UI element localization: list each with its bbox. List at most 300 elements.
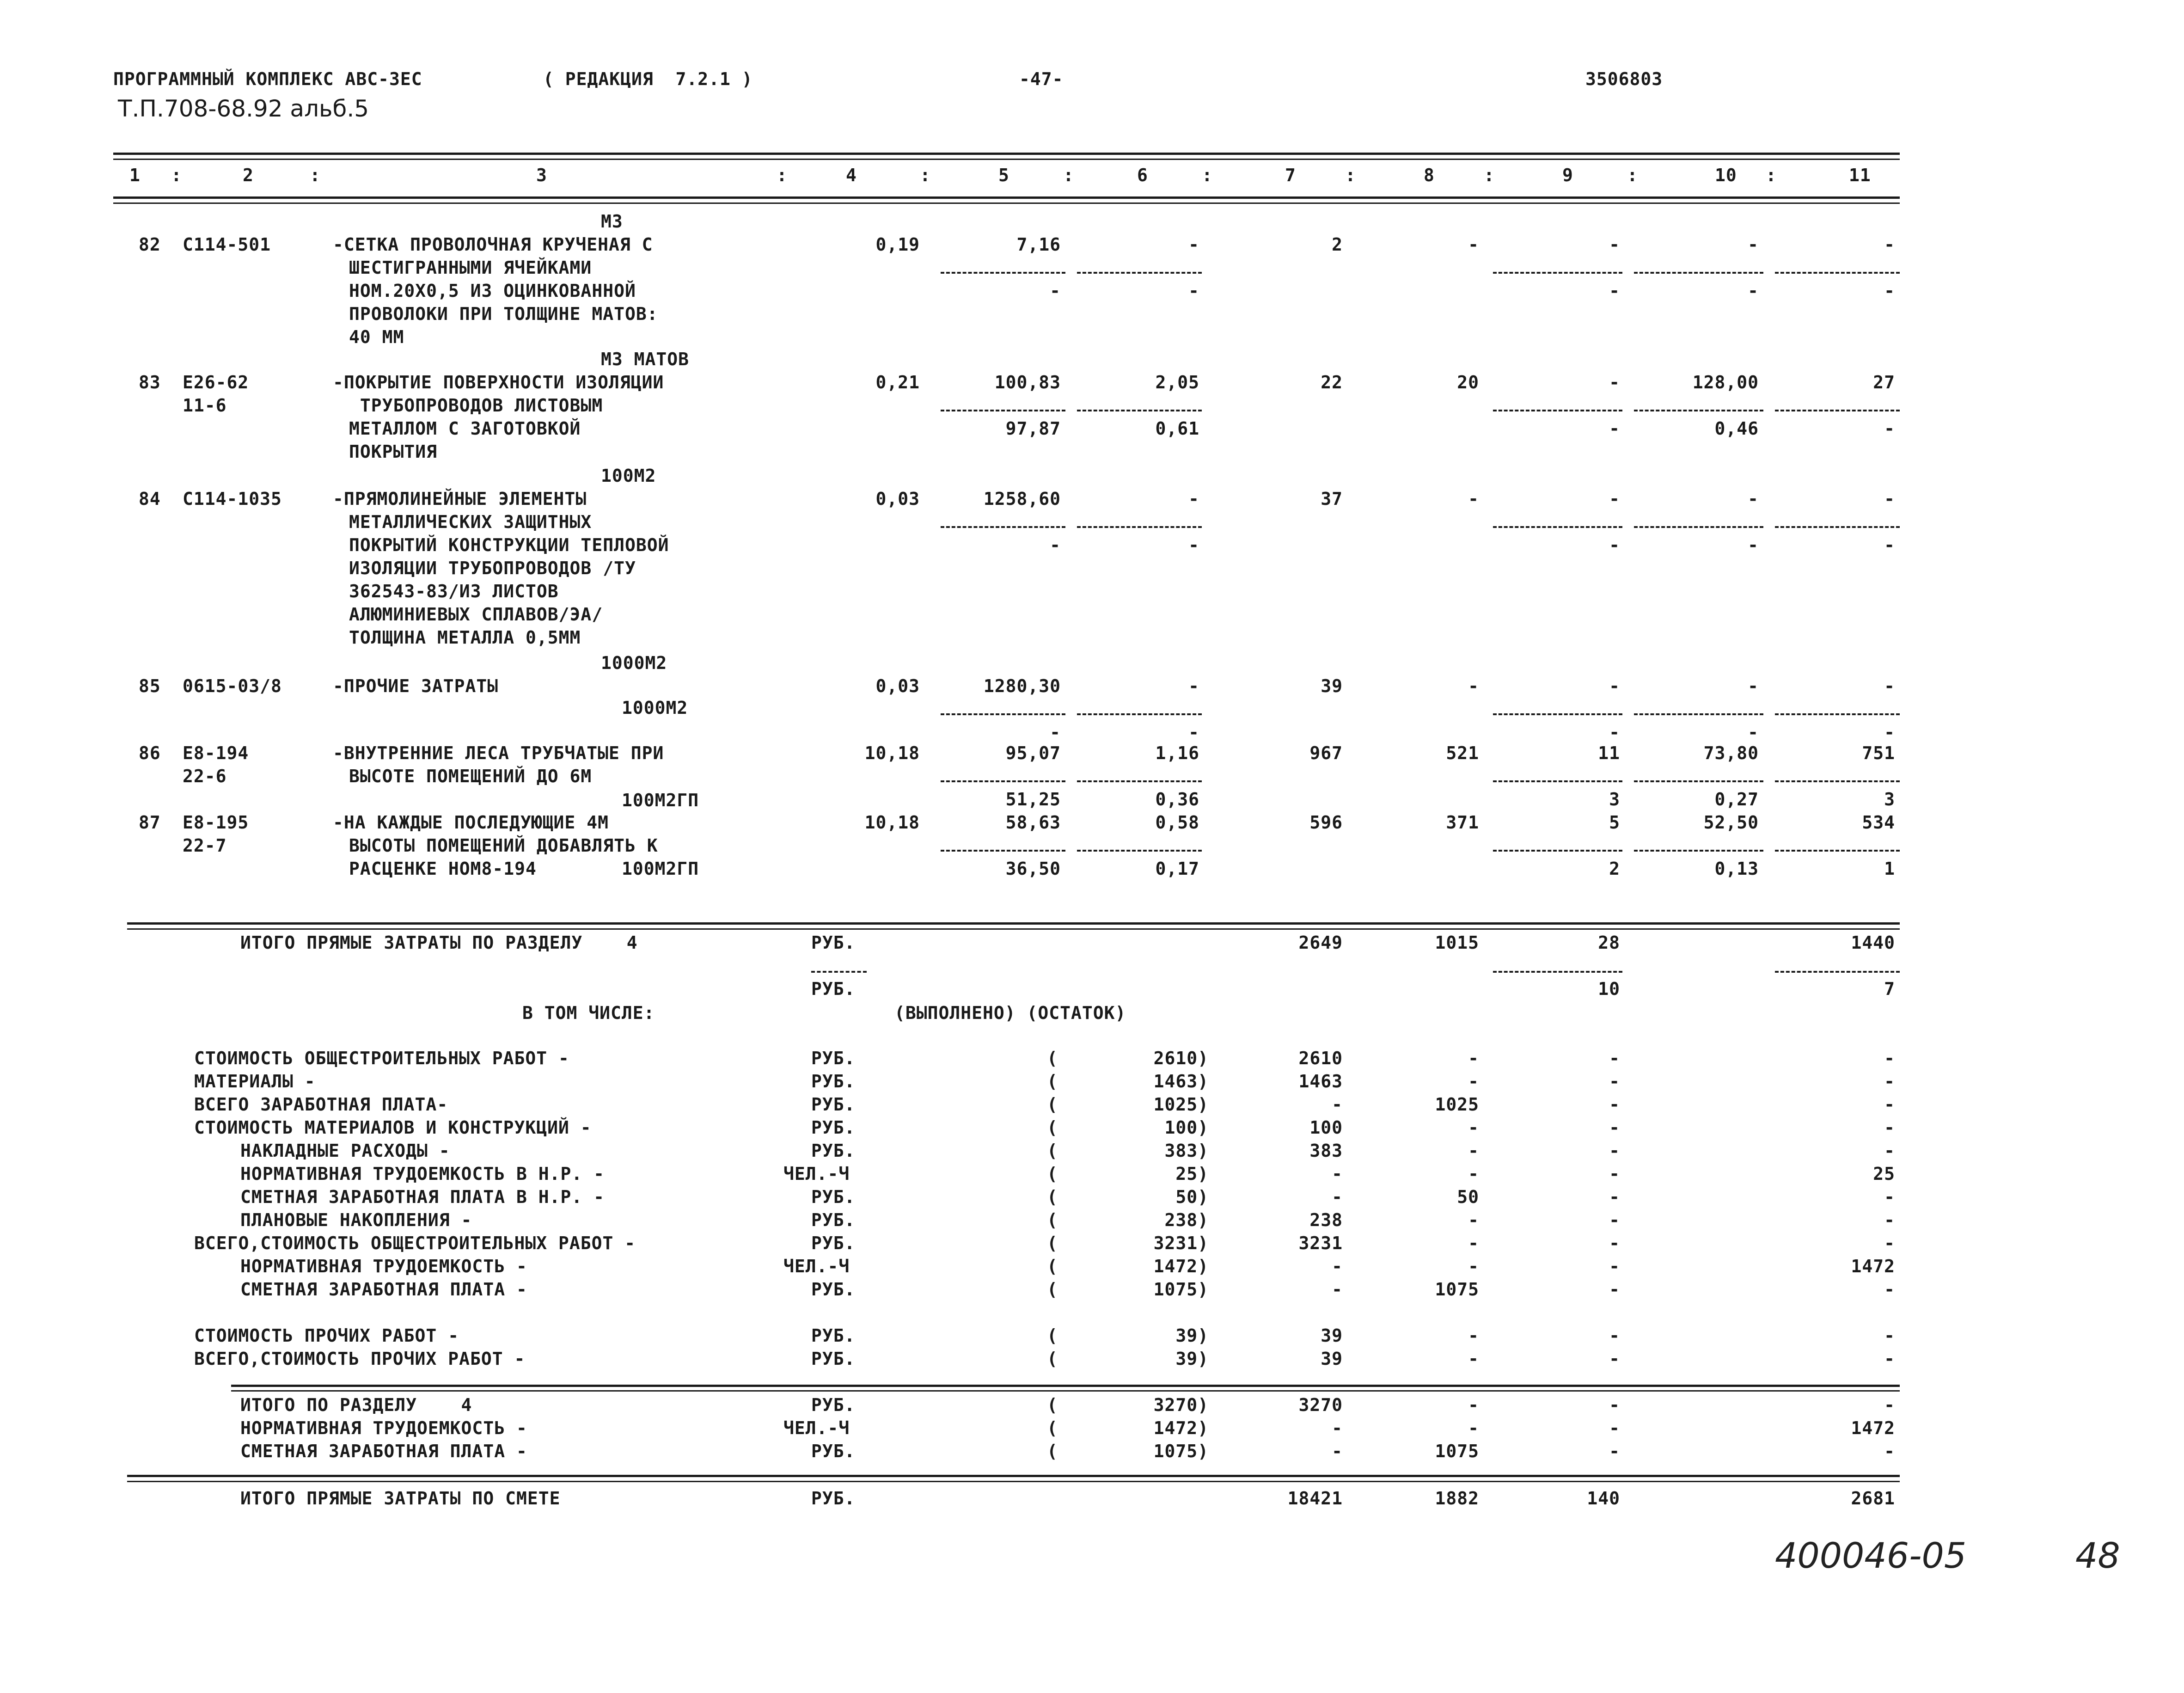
item-description-line: ИЗОЛЯЦИИ ТРУБОПРОВОДОВ /ТУ [349, 558, 636, 578]
fraction-rule [1634, 850, 1763, 852]
machine-wages: - [1188, 535, 1199, 555]
summary-label: СМЕТНАЯ ЗАРАБОТНАЯ ПЛАТА - [240, 1279, 527, 1300]
summary-open-paren: ( [1047, 1418, 1058, 1438]
item-description-line: ШЕСТИГРАННЫМИ ЯЧЕЙКАМИ [349, 258, 592, 278]
labor-per-unit-machine: 0,13 [1714, 859, 1759, 879]
summary-labor: - [1884, 1233, 1895, 1253]
doc-number: 3506803 [1585, 69, 1663, 89]
edition-label: ( РЕДАКЦИЯ 7.2.1 ) [543, 69, 753, 89]
rule-top [113, 153, 1900, 155]
column-header-6: 6 [1137, 165, 1148, 185]
fraction-rule [941, 713, 1065, 715]
summary-total-cost: 39 [1321, 1325, 1343, 1346]
fraction-rule [1775, 526, 1900, 528]
machine-cost: - [1188, 234, 1199, 255]
fraction-rule [1493, 780, 1622, 782]
column-header-8: 8 [1424, 165, 1435, 185]
item-unit: 100М2ГП [622, 859, 699, 879]
fraction-rule [1775, 850, 1900, 852]
total-cost: 37 [1321, 489, 1343, 509]
unit-cost-wages: 36,50 [1005, 859, 1061, 879]
section-total-labor-machine: 7 [1884, 979, 1895, 999]
summary-label: МАТЕРИАЛЫ - [194, 1071, 316, 1092]
fraction-rule [1077, 410, 1202, 411]
fraction-rule [1775, 971, 1900, 973]
summary-open-paren: ( [1047, 1349, 1058, 1369]
machine-wages: 0,61 [1155, 418, 1199, 439]
summary-wages: 1075 [1435, 1279, 1479, 1300]
fraction-rule [1493, 971, 1622, 973]
item-unit: 1000М2 [601, 653, 667, 673]
section-total-labor: 1440 [1851, 932, 1895, 953]
summary-labor: - [1884, 1117, 1895, 1138]
rule-section-2 [127, 928, 1900, 930]
rule-subtotal [231, 1385, 1900, 1387]
summary-labor: - [1884, 1094, 1895, 1115]
item-description-line: МЕТАЛЛИЧЕСКИХ ЗАЩИТНЫХ [349, 512, 592, 532]
labor-per-unit-machine: - [1748, 722, 1759, 742]
section-total-cost: 2649 [1298, 932, 1343, 953]
including-headers: (ВЫПОЛНЕНО) (ОСТАТОК) [894, 1003, 1126, 1023]
total-cost: 596 [1309, 812, 1343, 833]
summary-value: 50) [1175, 1187, 1209, 1207]
item-description-line: НОМ.20Х0,5 ИЗ ОЦИНКОВАННОЙ [349, 281, 636, 301]
including-label: В ТОМ ЧИСЛЕ: [522, 1003, 655, 1023]
summary-machine: - [1609, 1164, 1620, 1184]
column-separator: : [1345, 165, 1356, 185]
fraction-rule [1493, 713, 1622, 715]
summary-total-cost: 2610 [1298, 1048, 1343, 1068]
column-header-9: 9 [1562, 165, 1573, 185]
total-wages: 371 [1446, 812, 1479, 833]
labor-per-unit: - [1748, 489, 1759, 509]
section-total-unit: РУБ. [811, 932, 856, 953]
summary-unit: РУБ. [811, 1441, 856, 1461]
summary-labor: - [1884, 1395, 1895, 1415]
summary-wages: - [1468, 1117, 1479, 1138]
fraction-rule [941, 850, 1065, 852]
fraction-rule [1077, 526, 1202, 528]
summary-label: ИТОГО ПО РАЗДЕЛУ 4 [240, 1395, 472, 1415]
section-total-unit-2: РУБ. [811, 979, 856, 999]
labor-total: 534 [1862, 812, 1895, 833]
item-number: 85 [139, 676, 161, 696]
labor-per-unit-machine: 0,27 [1714, 789, 1759, 810]
column-header-2: 2 [243, 165, 254, 185]
item-description-line: -ВНУТРЕННИЕ ЛЕСА ТРУБЧАТЫЕ ПРИ [333, 743, 664, 763]
section-total-label: ИТОГО ПРЯМЫЕ ЗАТРАТЫ ПО РАЗДЕЛУ 4 [240, 932, 638, 953]
total-cost: 967 [1309, 743, 1343, 763]
summary-machine: - [1609, 1395, 1620, 1415]
summary-wages: - [1468, 1395, 1479, 1415]
item-description-line: ПОКРЫТИЙ КОНСТРУКЦИИ ТЕПЛОВОЙ [349, 535, 669, 555]
item-description-line: ПОКРЫТИЯ [349, 442, 438, 462]
item-description-line: ТРУБОПРОВОДОВ ЛИСТОВЫМ [349, 395, 603, 416]
summary-labor: - [1884, 1048, 1895, 1068]
summary-value: 1075) [1153, 1279, 1209, 1300]
labor-total-machine: - [1884, 418, 1895, 439]
summary-machine: - [1609, 1071, 1620, 1092]
total-wages: - [1468, 676, 1479, 696]
labor-per-unit: - [1748, 676, 1759, 696]
summary-labor: 1472 [1851, 1256, 1895, 1276]
summary-open-paren: ( [1047, 1210, 1058, 1230]
summary-machine: - [1609, 1279, 1620, 1300]
machine-cost: 1,16 [1155, 743, 1199, 763]
summary-total-cost: - [1332, 1279, 1343, 1300]
item-code: С114-1035 [183, 489, 282, 509]
summary-value: 3270) [1153, 1395, 1209, 1415]
item-description-line: -СЕТКА ПРОВОЛОЧНАЯ КРУЧЕНАЯ С [333, 234, 653, 255]
fraction-rule [1634, 713, 1763, 715]
item-code: 22-7 [183, 835, 227, 856]
summary-open-paren: ( [1047, 1048, 1058, 1068]
grand-total-label: ИТОГО ПРЯМЫЕ ЗАТРАТЫ ПО СМЕТЕ [240, 1488, 561, 1509]
summary-unit: ЧЕЛ.-Ч [783, 1256, 850, 1276]
machine-total: - [1609, 234, 1620, 255]
labor-per-unit-machine: - [1748, 535, 1759, 555]
total-cost: 22 [1321, 372, 1343, 393]
handwritten-code: 400046-05 [1775, 1535, 1967, 1576]
summary-machine: - [1609, 1210, 1620, 1230]
labor-per-unit-machine: - [1748, 281, 1759, 301]
summary-wages: - [1468, 1141, 1479, 1161]
column-separator: : [1202, 165, 1213, 185]
fraction-rule [1493, 410, 1622, 411]
machine-total-wages: - [1609, 418, 1620, 439]
summary-open-paren: ( [1047, 1279, 1058, 1300]
summary-label: НАКЛАДНЫЕ РАСХОДЫ - [240, 1141, 450, 1161]
summary-label: СМЕТНАЯ ЗАРАБОТНАЯ ПЛАТА В Н.Р. - [240, 1187, 605, 1207]
quantity: 10,18 [864, 743, 920, 763]
summary-unit: РУБ. [811, 1233, 856, 1253]
item-code: Е8-195 [183, 812, 249, 833]
labor-total-machine: - [1884, 722, 1895, 742]
column-header-1: 1 [129, 165, 141, 185]
quantity: 0,03 [875, 676, 920, 696]
labor-total-machine: - [1884, 281, 1895, 301]
column-header-5: 5 [998, 165, 1009, 185]
summary-machine: - [1609, 1048, 1620, 1068]
machine-cost: 2,05 [1155, 372, 1199, 393]
summary-total-cost: 383 [1309, 1141, 1343, 1161]
item-description-line: ВЫСОТЕ ПОМЕЩЕНИЙ ДО 6М [349, 766, 592, 786]
grand-total-wages: 1882 [1435, 1488, 1479, 1509]
item-description-line: АЛЮМИНИЕВЫХ СПЛАВОВ/ЭА/ [349, 604, 603, 625]
summary-labor: 25 [1873, 1164, 1895, 1184]
machine-total-wages: - [1609, 722, 1620, 742]
summary-value: 39) [1175, 1325, 1209, 1346]
machine-total: - [1609, 489, 1620, 509]
rule-header-bottom [113, 196, 1900, 199]
summary-labor: - [1884, 1210, 1895, 1230]
summary-open-paren: ( [1047, 1325, 1058, 1346]
column-separator: : [920, 165, 931, 185]
summary-label: НОРМАТИВНАЯ ТРУДОЕМКОСТЬ - [240, 1256, 527, 1276]
machine-wages: 0,17 [1155, 859, 1199, 879]
machine-cost: - [1188, 489, 1199, 509]
summary-unit: РУБ. [811, 1325, 856, 1346]
machine-wages: - [1188, 722, 1199, 742]
summary-label: СТОИМОСТЬ ПРОЧИХ РАБОТ - [194, 1325, 459, 1346]
labor-total: 27 [1873, 372, 1895, 393]
item-code: 22-6 [183, 766, 227, 786]
machine-total: 11 [1598, 743, 1620, 763]
total-cost: 2 [1332, 234, 1343, 255]
total-wages: - [1468, 489, 1479, 509]
summary-machine: - [1609, 1418, 1620, 1438]
summary-unit: РУБ. [811, 1349, 856, 1369]
fraction-rule [1077, 780, 1202, 782]
summary-unit: РУБ. [811, 1048, 856, 1068]
total-wages: 20 [1457, 372, 1479, 393]
summary-value: 1472) [1153, 1418, 1209, 1438]
fraction-rule [1634, 410, 1763, 411]
summary-wages: - [1468, 1256, 1479, 1276]
summary-label: ВСЕГО,СТОИМОСТЬ ОБЩЕСТРОИТЕЛЬНЫХ РАБОТ - [194, 1233, 636, 1253]
fraction-rule [941, 780, 1065, 782]
item-unit: 1000М2 [622, 698, 688, 718]
unit-cost-wages: - [1050, 722, 1061, 742]
summary-wages: 50 [1457, 1187, 1479, 1207]
unit-cost-wages: - [1050, 281, 1061, 301]
machine-wages: 0,36 [1155, 789, 1199, 810]
summary-unit: РУБ. [811, 1187, 856, 1207]
summary-wages: - [1468, 1325, 1479, 1346]
summary-labor: - [1884, 1187, 1895, 1207]
fraction-rule [1493, 850, 1622, 852]
summary-unit: РУБ. [811, 1395, 856, 1415]
summary-total-cost: - [1332, 1256, 1343, 1276]
summary-total-cost: - [1332, 1187, 1343, 1207]
machine-total: - [1609, 676, 1620, 696]
fraction-rule [941, 272, 1065, 274]
item-code: 11-6 [183, 395, 227, 416]
summary-value: 1472) [1153, 1256, 1209, 1276]
summary-wages: - [1468, 1164, 1479, 1184]
summary-open-paren: ( [1047, 1395, 1058, 1415]
total-cost: 39 [1321, 676, 1343, 696]
summary-total-cost: 39 [1321, 1349, 1343, 1369]
unit-cost-total: 1258,60 [983, 489, 1061, 509]
labor-per-unit: 52,50 [1703, 812, 1759, 833]
item-code: Е8-194 [183, 743, 249, 763]
item-description-line: -НА КАЖДЫЕ ПОСЛЕДУЮЩИЕ 4М [333, 812, 609, 833]
summary-total-cost: - [1332, 1418, 1343, 1438]
labor-per-unit: 128,00 [1692, 372, 1759, 393]
unit-cost-total: 58,63 [1005, 812, 1061, 833]
item-description-line: ПРОВОЛОКИ ПРИ ТОЛЩИНЕ МАТОВ: [349, 304, 658, 324]
summary-wages: - [1468, 1418, 1479, 1438]
column-separator: : [310, 165, 321, 185]
fraction-rule [1077, 850, 1202, 852]
summary-wages: - [1468, 1349, 1479, 1369]
handwritten-page: 48 [2075, 1535, 2120, 1576]
summary-value: 1463) [1153, 1071, 1209, 1092]
fraction-rule [1775, 272, 1900, 274]
summary-machine: - [1609, 1441, 1620, 1461]
unit-cost-total: 100,83 [994, 372, 1061, 393]
unit-cost-wages: - [1050, 535, 1061, 555]
summary-machine: - [1609, 1187, 1620, 1207]
item-number: 83 [139, 372, 161, 393]
item-description-line: ТОЛЩИНА МЕТАЛЛА 0,5ММ [349, 627, 581, 648]
summary-open-paren: ( [1047, 1441, 1058, 1461]
fraction-rule [1775, 780, 1900, 782]
item-description-line: 40 ММ [349, 327, 404, 347]
item-unit: 100М2 [601, 466, 656, 486]
item-description-line: -ПРЯМОЛИНЕЙНЫЕ ЭЛЕМЕНТЫ [333, 489, 587, 509]
summary-value: 383) [1164, 1141, 1209, 1161]
total-wages: - [1468, 234, 1479, 255]
fraction-rule [1775, 713, 1900, 715]
item-description-line: МЕТАЛЛОМ С ЗАГОТОВКОЙ [349, 418, 581, 439]
summary-wages: - [1468, 1048, 1479, 1068]
fraction-rule [811, 971, 867, 973]
quantity: 0,19 [875, 234, 920, 255]
summary-machine: - [1609, 1325, 1620, 1346]
summary-label: НОРМАТИВНАЯ ТРУДОЕМКОСТЬ В Н.Р. - [240, 1164, 605, 1184]
labor-total-machine: 3 [1884, 789, 1895, 810]
column-separator: : [171, 165, 182, 185]
column-header-7: 7 [1285, 165, 1296, 185]
item-code: С114-501 [183, 234, 271, 255]
summary-open-paren: ( [1047, 1094, 1058, 1115]
labor-total: - [1884, 676, 1895, 696]
column-header-10: 10 [1715, 165, 1737, 185]
summary-total-cost: - [1332, 1094, 1343, 1115]
labor-total-machine: 1 [1884, 859, 1895, 879]
quantity: 10,18 [864, 812, 920, 833]
rule-header-bottom-2 [113, 202, 1900, 204]
summary-labor: - [1884, 1349, 1895, 1369]
section-total-machine: 28 [1598, 932, 1620, 953]
summary-machine: - [1609, 1256, 1620, 1276]
fraction-rule [1493, 272, 1622, 274]
column-separator: : [1063, 165, 1074, 185]
summary-value: 39) [1175, 1349, 1209, 1369]
labor-total: - [1884, 234, 1895, 255]
item-code: 0615-03/8 [183, 676, 282, 696]
rule-top-2 [113, 159, 1900, 160]
program-title: ПРОГРАММНЫЙ КОМПЛЕКС АВС-3ЕС [113, 69, 422, 89]
summary-unit: ЧЕЛ.-Ч [783, 1418, 850, 1438]
summary-total-cost: 3270 [1298, 1395, 1343, 1415]
item-unit: М3 [601, 211, 623, 232]
summary-machine: - [1609, 1117, 1620, 1138]
grand-total-machine: 140 [1587, 1488, 1620, 1509]
labor-per-unit: - [1748, 234, 1759, 255]
summary-value: 100) [1164, 1117, 1209, 1138]
summary-total-cost: 100 [1309, 1117, 1343, 1138]
summary-label: ВСЕГО,СТОИМОСТЬ ПРОЧИХ РАБОТ - [194, 1349, 526, 1369]
fraction-rule [1634, 526, 1763, 528]
labor-per-unit: 73,80 [1703, 743, 1759, 763]
summary-open-paren: ( [1047, 1256, 1058, 1276]
machine-total: - [1609, 372, 1620, 393]
summary-wages: - [1468, 1071, 1479, 1092]
summary-label: СМЕТНАЯ ЗАРАБОТНАЯ ПЛАТА - [240, 1441, 527, 1461]
rule-section [127, 922, 1900, 925]
unit-cost-total: 1280,30 [983, 676, 1061, 696]
machine-total-wages: 3 [1609, 789, 1620, 810]
rule-grand [127, 1475, 1900, 1477]
fraction-rule [941, 526, 1065, 528]
fraction-rule [941, 410, 1065, 411]
summary-labor: - [1884, 1071, 1895, 1092]
summary-label: СТОИМОСТЬ ОБЩЕСТРОИТЕЛЬНЫХ РАБОТ - [194, 1048, 569, 1068]
grand-total-cost: 18421 [1287, 1488, 1343, 1509]
summary-wages: - [1468, 1210, 1479, 1230]
summary-unit: РУБ. [811, 1141, 856, 1161]
unit-cost-total: 95,07 [1005, 743, 1061, 763]
item-number: 84 [139, 489, 161, 509]
machine-cost: 0,58 [1155, 812, 1199, 833]
fraction-rule [1077, 272, 1202, 274]
summary-labor: 1472 [1851, 1418, 1895, 1438]
summary-value: 3231) [1153, 1233, 1209, 1253]
summary-labor: - [1884, 1141, 1895, 1161]
album-subtitle: Т.П.708-68.92 альб.5 [118, 95, 369, 122]
item-description-line: ВЫСОТЫ ПОМЕЩЕНИЙ ДОБАВЛЯТЬ К [349, 835, 658, 856]
labor-total: 751 [1862, 743, 1895, 763]
summary-label: СТОИМОСТЬ МАТЕРИАЛОВ И КОНСТРУКЦИЙ - [194, 1117, 592, 1138]
column-separator: : [1627, 165, 1638, 185]
quantity: 0,21 [875, 372, 920, 393]
fraction-rule [1634, 780, 1763, 782]
item-number: 86 [139, 743, 161, 763]
labor-total: - [1884, 489, 1895, 509]
fraction-rule [1775, 410, 1900, 411]
section-total-wages: 1015 [1435, 932, 1479, 953]
summary-value: 2610) [1153, 1048, 1209, 1068]
summary-open-paren: ( [1047, 1164, 1058, 1184]
item-number: 87 [139, 812, 161, 833]
column-header-4: 4 [846, 165, 857, 185]
section-total-machine-wages: 10 [1598, 979, 1620, 999]
item-unit: М3 МАТОВ [601, 349, 690, 369]
column-separator: : [1484, 165, 1495, 185]
summary-label: НОРМАТИВНАЯ ТРУДОЕМКОСТЬ - [240, 1418, 527, 1438]
summary-open-paren: ( [1047, 1141, 1058, 1161]
item-unit: 100М2ГП [622, 790, 699, 810]
quantity: 0,03 [875, 489, 920, 509]
grand-total-unit: РУБ. [811, 1488, 856, 1509]
summary-value: 238) [1164, 1210, 1209, 1230]
summary-labor: - [1884, 1279, 1895, 1300]
machine-total-wages: 2 [1609, 859, 1620, 879]
item-code: Е26-62 [183, 372, 249, 393]
summary-total-cost: 1463 [1298, 1071, 1343, 1092]
column-header-3: 3 [536, 165, 547, 185]
summary-unit: РУБ. [811, 1279, 856, 1300]
item-description-line: -ПРОЧИЕ ЗАТРАТЫ [333, 676, 499, 696]
column-header-11: 11 [1849, 165, 1871, 185]
page-mark: -47- [1019, 69, 1064, 89]
summary-label: ПЛАНОВЫЕ НАКОПЛЕНИЯ - [240, 1210, 472, 1230]
summary-total-cost: 238 [1309, 1210, 1343, 1230]
summary-value: 1025) [1153, 1094, 1209, 1115]
rule-grand-2 [127, 1481, 1900, 1482]
summary-machine: - [1609, 1349, 1620, 1369]
summary-unit: РУБ. [811, 1117, 856, 1138]
summary-wages: 1025 [1435, 1094, 1479, 1115]
machine-total-wages: - [1609, 281, 1620, 301]
rule-subtotal-2 [231, 1390, 1900, 1392]
machine-total: 5 [1609, 812, 1620, 833]
summary-labor: - [1884, 1325, 1895, 1346]
machine-cost: - [1188, 676, 1199, 696]
